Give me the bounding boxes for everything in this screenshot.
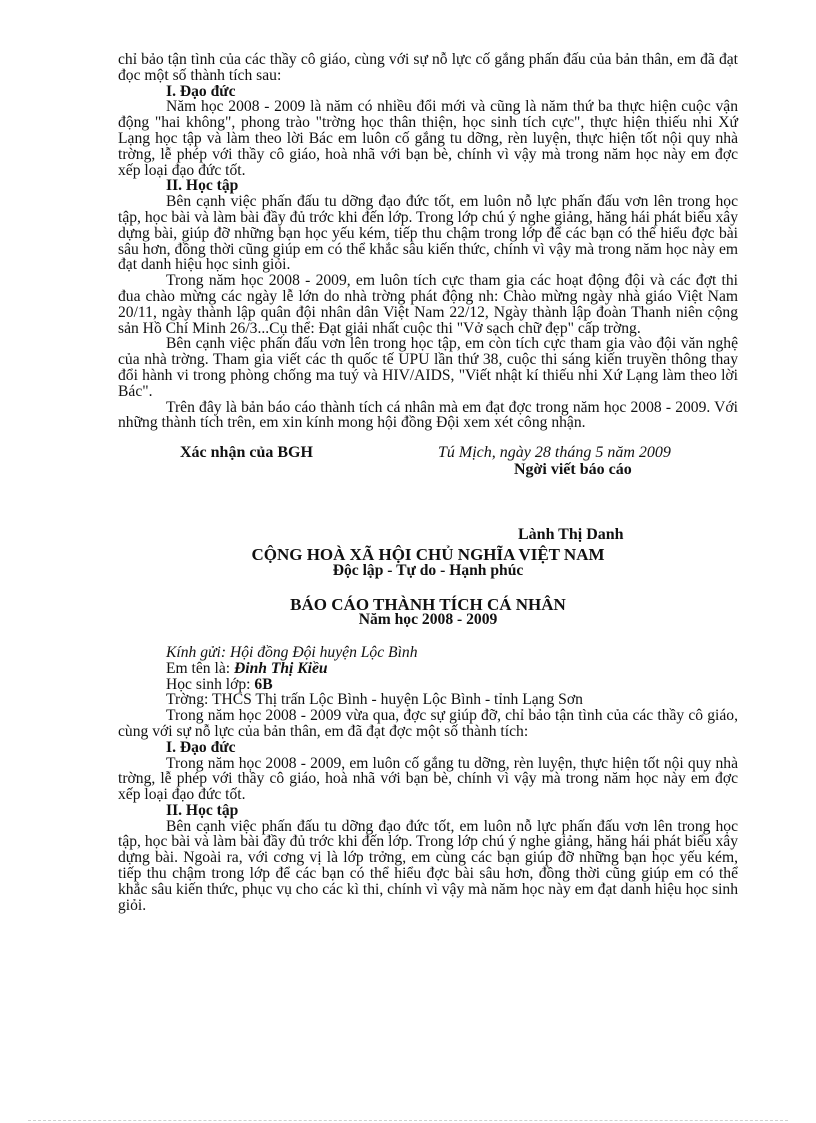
class-value: 6B bbox=[254, 675, 273, 693]
paragraph-study-3: Bên cạnh việc phấn đấu vơn lên trong học tập, em còn tích cực tham gia vào đội văn nghệ của nhà trờng. Tham gia viết các th quốc tế UPU lần thứ 38, cuộc thi sáng kiến truyền thông thay đổi hành vi trong phòng chống ma tuý và HIV/AIDS, "Viết nhật kí thiếu nhi Xứ Lạng làm theo lời Bác". bbox=[118, 335, 738, 400]
paragraph-ethics: Năm học 2008 - 2009 là năm có nhiều đổi mới và cũng là năm thứ ba thực hiện cuộc vận động "hai không", phong trào "trờng học thân thiện, học sinh tích cực", thực hiện thiếu nhi Xứ Lạng học tập và làm theo lời Bác em luôn cố gắng tu dỡng, rèn luyện, thực hiện tốt nội quy nhà trờng, lễ phép với thầy cô giáo, hoà nhã với bạn bè, chính vì vậy mà trong năm học này em đợc xếp loại đạo đức tốt. bbox=[118, 98, 738, 179]
signer-name: Lành Thị Danh bbox=[518, 526, 624, 544]
name-value: Đinh Thị Kiều bbox=[234, 659, 328, 677]
paragraph-intro-2: Trong năm học 2008 - 2009 vừa qua, đợc sự giúp đỡ, chỉ bảo tận tình của các thầy cô giáo, cùng với sự nỗ lực của bản thân, em đã đạt đợc một số thành tích: bbox=[118, 707, 738, 740]
confirmation-label: Xác nhận của BGH bbox=[180, 444, 313, 462]
recipient-line bbox=[166, 645, 738, 661]
recipient-value: : Hội đồng Đội huyện Lộc Bình bbox=[220, 643, 418, 661]
section-heading-study: II. Học tập bbox=[166, 177, 239, 195]
report-title: BÁO CÁO THÀNH TÍCH CÁ NHÂN bbox=[290, 594, 566, 614]
section-heading-study-2: II. Học tập bbox=[166, 801, 239, 819]
national-motto: Độc lập - Tự do - Hạnh phúc bbox=[332, 561, 524, 579]
student-name-line bbox=[166, 661, 738, 677]
section-heading-ethics: I. Đạo đức bbox=[166, 82, 236, 100]
name-label: Em tên là: bbox=[166, 659, 234, 677]
paragraph-study-2: Trong năm học 2008 - 2009, em luôn tích cực tham gia các hoạt động đội và các đợt thi đua chào mừng các ngày lễ lớn do nhà trờng phát động nh: Chào mừng ngày nhà giáo Việt Nam 20/11, ngày thành lập quân đội nhân dân Việt Nam 22/12, Ngày thành lập đoàn Thanh niên cộng sản Hồ Chí Minh 26/3...Cụ thể: Đạt giải nhất cuộc thi "Vở sạch chữ đẹp" cấp trờng. bbox=[118, 272, 738, 337]
recipient-label: Kính gửi bbox=[166, 643, 221, 661]
class-label: Học sinh lớp: bbox=[166, 675, 255, 693]
national-title: CỘNG HOÀ XÃ HỘI CHỦ NGHĨA VIỆT NAM bbox=[251, 544, 605, 564]
date-line: Tú Mịch, ngày 28 tháng 5 năm 2009 bbox=[438, 444, 671, 462]
student-info bbox=[118, 645, 738, 708]
writer-label: Ngời viết báo cáo bbox=[514, 461, 632, 479]
document-page bbox=[118, 52, 738, 913]
class-line bbox=[166, 677, 738, 693]
paragraph-intro: chỉ bảo tận tình của các thầy cô giáo, cùng với sự nỗ lực cố gắng phấn đấu của bản thân, em đã đạt đọc một số thành tích sau: bbox=[118, 51, 738, 84]
section-heading-ethics-2: I. Đạo đức bbox=[166, 738, 236, 756]
report-year: Năm học 2008 - 2009 bbox=[358, 610, 498, 628]
paragraph-study-1: Bên cạnh việc phấn đấu tu dỡng đạo đức tốt, em luôn nỗ lực phấn đấu vơn lên trong học tập, học bài và làm bài đầy đủ trớc khi đến lớp. Trong lớp chú ý nghe giảng, hăng hái phát biểu xây dựng bài, giúp đỡ những bạn học yếu kém, tiếp thu chậm trong lớp để các bạn có thể hiểu đợc bài sâu hơn, đồng thời cũng giúp em có thể khắc sâu kiến thức, chính vì vậy mà trong năm học này em đạt danh hiệu học sinh giỏi. bbox=[118, 193, 738, 274]
page-bottom-divider bbox=[28, 1120, 788, 1121]
school-line: Trờng: THCS Thị trấn Lộc Bình - huyện Lộc Bình - tỉnh Lạng Sơn bbox=[166, 691, 583, 709]
signature-block bbox=[118, 444, 738, 479]
paragraph-closing: Trên đây là bản báo cáo thành tích cá nhân mà em đạt đợc trong năm học 2008 - 2009. Với những thành tích trên, em xin kính mong hội đồng Đội xem xét công nhận. bbox=[118, 398, 738, 432]
paragraph-ethics-2: Trong năm học 2008 - 2009, em luôn cố gắng tu dỡng, rèn luyện, thực hiện tốt nội quy nhà trờng, lễ phép với thầy cô giáo, hoà nhã với bạn bè, chính vì vậy mà trong năm học này em đợc xếp loại đạo đức tốt. bbox=[118, 754, 738, 804]
paragraph-study-2b: Bên cạnh việc phấn đấu tu dỡng đạo đức tốt, em luôn nỗ lực phấn đấu vơn lên trong học tập, học bài và làm bài đầy đủ trớc khi đến lớp. Trong lớp chú ý nghe giảng, hăng hái phát biểu xây dựng bài. Ngoài ra, với cơng vị là lớp trởng, em cùng các bạn giúp đỡ những bạn học yếu kém, tiếp thu chậm trong lớp để các bạn có thể hiểu đợc bài sâu hơn, đồng thời cũng giúp em có thể khắc sâu kiến thức, phục vụ cho các kì thi, chính vì vậy mà năm học này em đạt danh hiệu học sinh giỏi. bbox=[118, 817, 738, 914]
